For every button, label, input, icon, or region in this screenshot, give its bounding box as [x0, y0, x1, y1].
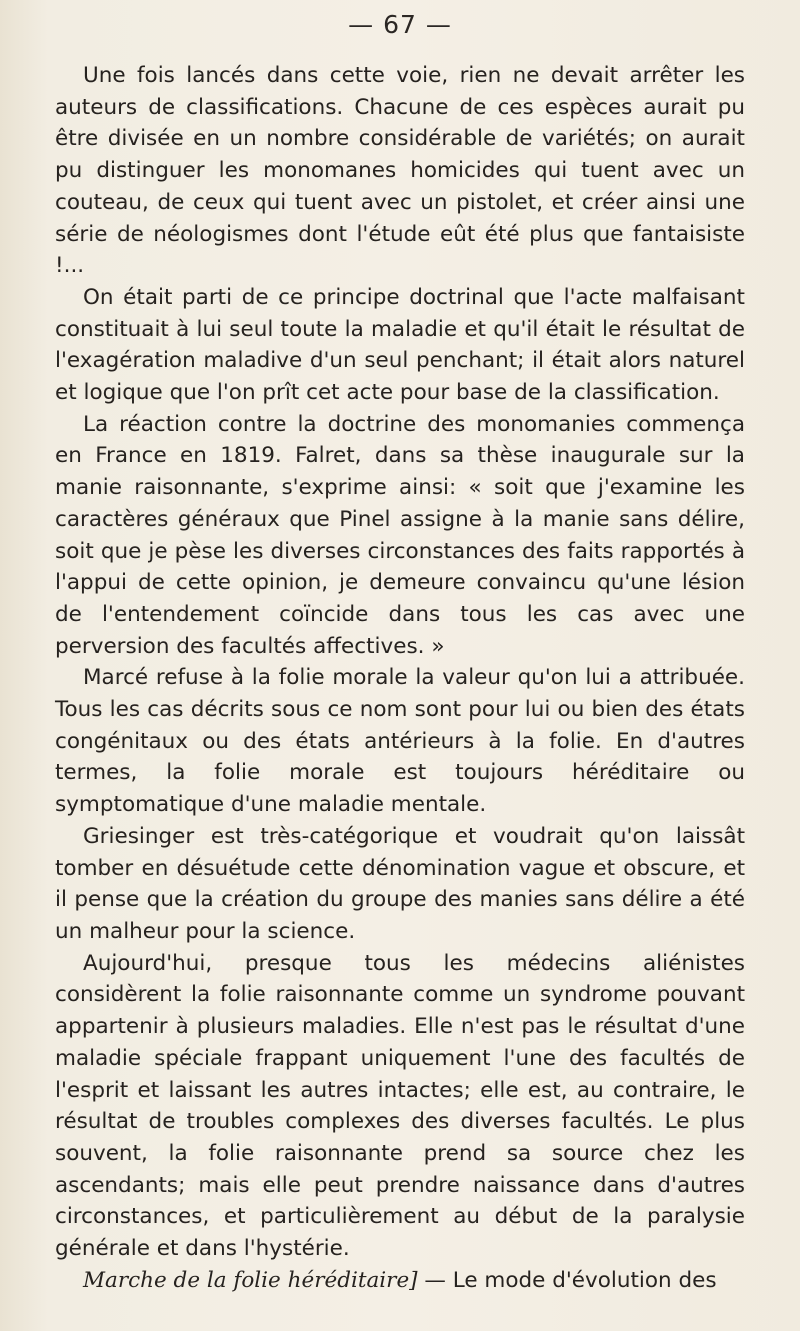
paragraph: Marcé refuse à la folie morale la valeur qu'on lui a attribuée. Tous les cas décrits sous ce nom sont pour lui ou bien des états congénitaux ou des états antérieurs à la folie. En d'autres termes, la folie morale est toujours héréditaire ou symptomatique d'une maladie mentale. [55, 665, 745, 818]
paragraph: Griesinger est très-catégorique et voudrait qu'on laissât tomber en désuétude cette dénomination vague et obscure, et il pense que la création du groupe des manies sans délire a été un malheur pour la science. [55, 823, 745, 944]
paragraph-text: — Le mode d'évolution des [417, 1267, 717, 1293]
page-body [55, 60, 745, 1296]
paragraph-last [55, 1265, 745, 1297]
paragraph: Aujourd'hui, presque tous les médecins aliénistes considèrent la folie raisonnante comme un syndrome pouvant appartenir à plusieurs maladies. Elle n'est pas le résultat d'une maladie spéciale frappant uniquement l'une des facultés de l'esprit et laissant les autres intactes; elle est, au contraire, le résultat de troubles complexes des diverses facultés. Le plus souvent, la folie raisonnante prend sa source chez les ascendants; mais elle peut prendre naissance dans d'autres circonstances, et particulièrement au début de la paralysie générale et dans l'hystérie. [55, 950, 745, 1262]
paragraph: La réaction contre la doctrine des monomanies commença en France en 1819. Falret, dans sa thèse inaugurale sur la manie raisonnante, s'exprime ainsi: « soit que j'examine les caractères généraux que Pinel assigne à la manie sans délire, soit que je pèse les diverses circonstances des faits rapportés à l'appui de cette opinion, je demeure convaincu qu'une lésion de l'entendement coïncide dans tous les cas avec une perversion des facultés affectives. » [55, 411, 745, 659]
paragraph: Une fois lancés dans cette voie, rien ne devait arrêter les auteurs de classifications. Chacune de ces espèces aurait pu être divisée en un nombre considérable de variétés; on aurait pu distinguer les monomanes homicides qui tuent avec un couteau, de ceux qui tuent avec un pistolet, et créer ainsi une série de néologismes dont l'étude eût été plus que fantaisiste !... [55, 63, 745, 279]
page-number: — 67 — [348, 10, 452, 39]
paragraph: On était parti de ce principe doctrinal que l'acte malfaisant constituait à lui seul toute la maladie et qu'il était le résultat de l'exagération maladive d'un seul penchant; il était alors naturel et logique que l'on prît cet acte pour base de la classification. [55, 284, 745, 406]
section-heading-italic: Marche de la folie héréditaire] [83, 1267, 418, 1293]
